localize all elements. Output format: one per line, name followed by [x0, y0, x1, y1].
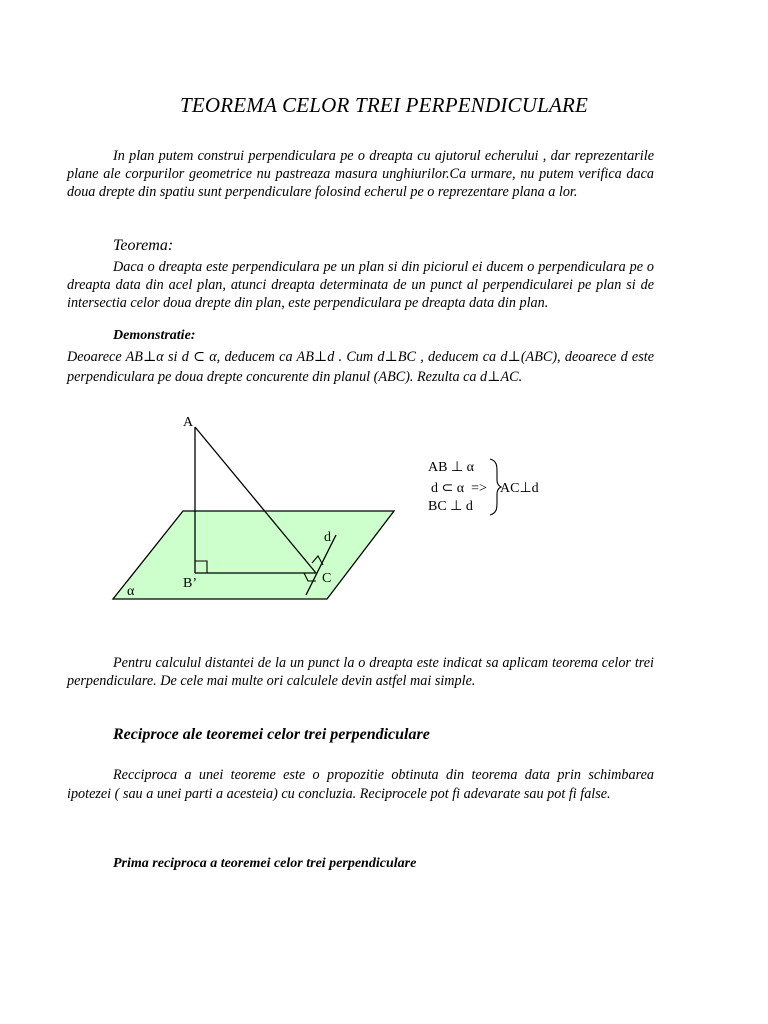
first-reciprocal-heading: Prima reciproca a teoremei celor trei perpendiculare	[113, 856, 417, 871]
reciprocals-paragraph	[67, 766, 654, 804]
implication-line-2: d ⊂ α =>	[431, 481, 487, 496]
implication-line-1: AB ⊥ α	[428, 460, 474, 475]
theorem-paragraph	[67, 258, 654, 312]
distance-paragraph	[67, 654, 654, 690]
implication-result: AC⊥d	[500, 481, 539, 496]
label-a: A	[183, 415, 194, 430]
distance-text: Pentru calculul distantei de la un punct la o dreapta este indicat sa aplicam teorema celor trei perpendiculare. De cele mai multe ori calculele devin astfel mai simple.	[67, 655, 654, 689]
reciprocals-heading: Reciproce ale teoremei celor trei perpendiculare	[113, 726, 430, 743]
demonstration-heading: Demonstratie:	[113, 328, 196, 343]
implication-line-3: BC ⊥ d	[428, 499, 473, 514]
label-alpha: α	[127, 584, 135, 599]
theorem-text: Daca o dreapta este perpendiculara pe un plan si din piciorul ei ducem o perpendiculara pe o dreapta data din acel plan, atunci dreapta determinata de un punct al perpendicularei pe plan si de intersectia celor doua drepte din plan, este perpendiculara pe dreapta data din plan.	[67, 259, 654, 311]
page-title: TEOREMA CELOR TREI PERPENDICULARE	[179, 93, 589, 117]
intro-paragraph	[67, 147, 654, 201]
demonstration-text: Deoarece AB⊥α si d ⊂ α, deducem ca AB⊥d . Cum d⊥BC , deducem ca d⊥(ABC), deoarece d este perpendiculara pe doua drepte concurente din planul (ABC). Rezulta ca d⊥AC.	[67, 349, 654, 385]
geometry-figure	[100, 405, 410, 610]
label-d: d	[324, 530, 331, 545]
reciprocals-text: Recciproca a unei teoreme este o propozitie obtinuta din teorema data prin schimbarea ipotezei ( sau a unei parti a acesteia) cu concluzia. Reciprocele pot fi adevarate sau pot fi false.	[67, 767, 654, 802]
label-b: B’	[183, 576, 197, 591]
theorem-label: Teorema:	[113, 237, 174, 254]
intro-text: In plan putem construi perpendiculara pe o dreapta cu ajutorul echerului , dar reprezentarile plane ale corpurilor geometrice nu pastreaza masura unghiurilor.Ca urmare, nu putem verifica daca doua drepte din spatiu sunt perpendiculare folosind echerul pe o reprezentare plana a lor.	[67, 148, 654, 200]
demonstration-paragraph	[67, 347, 654, 387]
label-c: C	[322, 571, 332, 586]
plane-alpha	[113, 511, 394, 599]
